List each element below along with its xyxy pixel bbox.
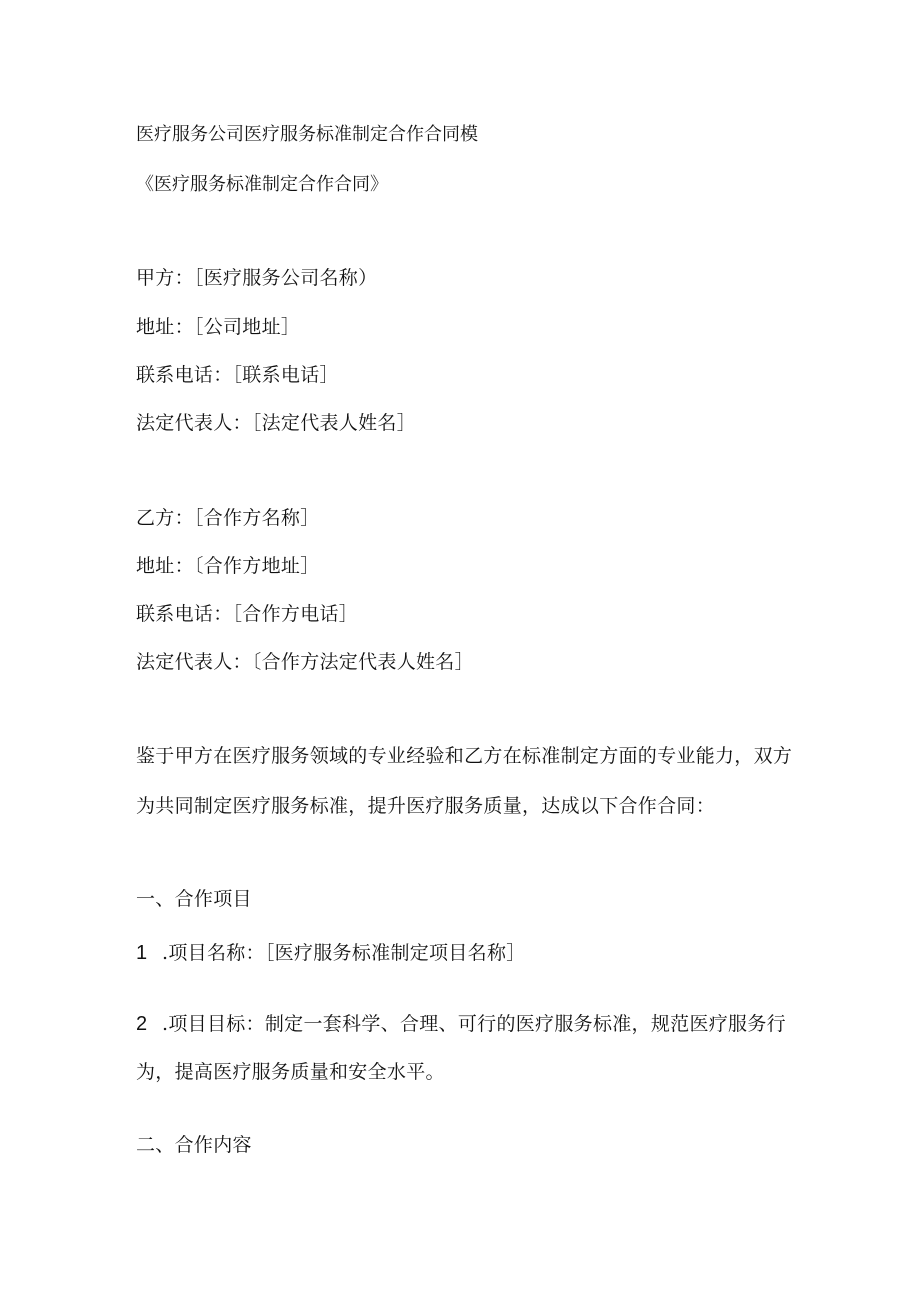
section-1-item-1 <box>136 941 526 965</box>
party-b-address: 地址：〔合作方地址］ <box>136 555 320 577</box>
party-a-name: 甲方：［医疗服务公司名称） <box>136 267 378 289</box>
party-a-phone: 联系电话：［联系电话］ <box>136 364 339 386</box>
section-1-item-2-continued: 为，提高医疗服务质量和安全水平。 <box>136 1061 445 1083</box>
item-text: .项目名称：［医疗服务标准制定项目名称］ <box>162 942 526 964</box>
section-2-heading: 二、合作内容 <box>136 1134 252 1156</box>
section-1-item-2 <box>136 1012 786 1036</box>
party-b-representative: 法定代表人：〔合作方法定代表人姓名］ <box>136 651 474 673</box>
item-text: .项目目标：制定一套科学、合理、可行的医疗服务标准，规范医疗服务行 <box>162 1013 786 1035</box>
party-a-representative: 法定代表人：［法定代表人姓名］ <box>136 412 417 434</box>
party-b-name: 乙方：［合作方名称］ <box>136 507 320 529</box>
item-number: 2 <box>136 1013 148 1035</box>
party-b-phone: 联系电话：［合作方电话］ <box>136 603 359 625</box>
document-heading: 医疗服务公司医疗服务标准制定合作合同模 <box>136 124 478 145</box>
section-1-heading: 一、合作项目 <box>136 888 252 910</box>
contract-title: 《医疗服务标准制定合作合同》 <box>136 174 388 195</box>
party-a-address: 地址：［公司地址］ <box>136 316 301 338</box>
preamble-line-1: 鉴于甲方在医疗服务领域的专业经验和乙方在标准制定方面的专业能力，双方 <box>136 745 793 767</box>
preamble-line-2: 为共同制定医疗服务标准，提升医疗服务质量，达成以下合作合同： <box>136 795 716 817</box>
item-number: 1 <box>136 942 148 964</box>
